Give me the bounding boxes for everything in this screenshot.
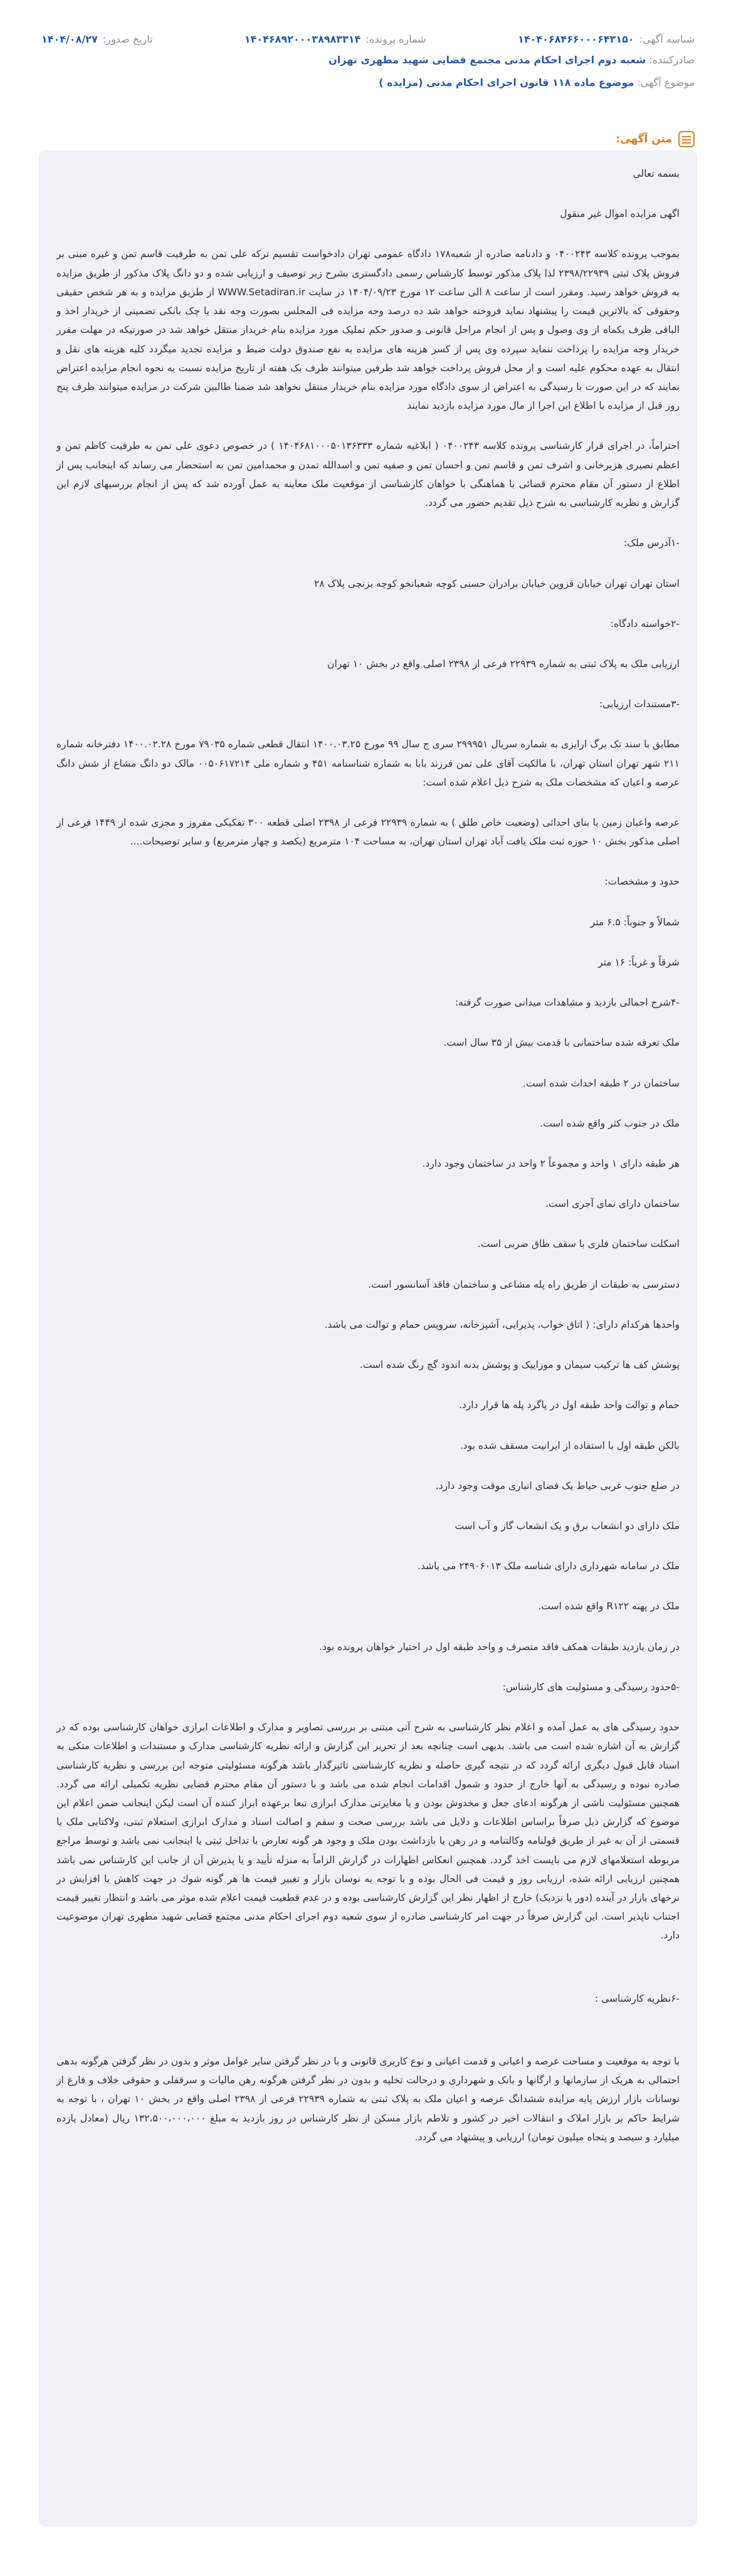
body-paragraph: با توجه به موقعیت و مساحت عرصه و اعیانی و قدمت اعیانی و نوع کاربری قانونی و با در نظر گرفتن سایر عوامل موثر و بدون در نظر گرفتن هرگونه بدهی احتمالی به هریک از سازمانها و ارگانها و بانک و شهرداری و درحالت تخلیه و بدون در نظر گرفتن هرگونه رهن مالیات و سرقفلی و حقوقی خلاف و فارغ از نوسانات بازار ارزش پایه مزایده ششدانگ عرصه و اعیان ملک به پلاک ثبتی به شماره ۲۲۹۳۹ فرعی از ۲۳۹۸ اصلی واقع در بخش ۱۰ تهران ، با توجه به شرایط حاکم بر بازار املاک و انتقالات اخیر در کشور و تلاطم بازار مسکن از نظر کارشناس در روز بازدید به مبلغ ۱۳۲،۵۰۰،۰۰۰،۰۰۰ ریال (معادل یازده میلیارد و سیصد و پنجاه میلیون تومان) ارزیابی و پیشنهاد می گردد. [56,2055,680,2143]
notice-body [39,150,697,2526]
body-paragraph: عرصه واعیان زمین با بنای احداثی (وضعیت خاص طلق ) به شماره ۲۲۹۳۹ فرعی از ۲۳۹۸ اصلی قطعه ۳۰۰ تفکیکی مفروز و مجزی شده از ۱۴۴۹ فرعی از اصلی مذکور بخش ۱۰ حوزه ثبت ملک یافت آباد تهران استان تهران، به مساحت ۱۰۴ مترمربع (یکصد و چهار مترمربع) و سایر توضیحات.... [56,817,680,848]
issuer-value: شعبه دوم اجرای احکام مدنی مجتمع قضایی شهید مطهری تهران [329,54,646,66]
body-heading: -۱آدرس ملک: [624,537,680,549]
body-line: ملک در جنوب کثر واقع شده است. [540,1117,680,1129]
body-line: ملک دارای دو انشعاب برق و یک انشعاب گاز و آب است [455,1520,680,1532]
body-heading: -۵حدود رسیدگی و مسئولیت های کارشناس: [502,1681,680,1693]
body-line: دسترسی به طبقات از طریق راه پله مشاعی و ساختمان فاقد آسانسور است. [368,1278,680,1290]
subject [41,76,695,92]
issuer-label: صادرکننده: [649,54,695,66]
body-title: اگهی مزایده اموال غیر منقول [560,208,680,220]
body-heading: -۲خواسته دادگاه: [610,618,680,629]
tracking-number [244,33,426,45]
issue-date-label: تاریخ صدور: [102,33,153,45]
body-heading: -۳مستندات ارزیابی: [599,698,680,710]
body-paragraph: احتراماً، در اجرای قرار کارشناسی پرونده کلاسه ۰۴۰۰۲۴۳ ( ابلاغیه شماره ۱۴۰۴۶۸۱۰۰۰۵۰۱۳۶۳۳۳ ) در خصوص دعوی علی تمن به طرفیت کاظم تمن و اعظم نصیری هزبرخانی و اشرف تمن و قاسم تمن و احسان تمن و صفیه تمن و اسدالله تمدن و محمدامین تمن به استحضار می رساند که اینجانب پس از اطلاع از دستور آن مقام محترم قضائی با هماهنگی با خواهان کارشناسی از موقعیت ملک معاینه به عمل آورده شد که پس از انجام بررسیهای لازم این گزارش و نظریه کارشناسی به شرح ذیل تقدیم حضور می گردد. [56,440,680,509]
notice-header [0,0,736,129]
body-line: بالکن طبقه اول با استفاده از ایرانیت مسقف شده بود. [460,1439,680,1451]
notice-id [518,33,695,45]
issue-date [41,33,153,45]
notice-id-value: ۱۴۰۴۰۶۸۴۶۶۰۰۰۶۴۳۱۵۰ [518,33,634,45]
body-heading: -۴شرح اجمالی بازدید و مشاهدات میدانی صورت گرفته: [455,997,680,1009]
body-paragraph: حدود رسیدگی های به عمل آمده و اعلام نظر کارشناسی به شرح آتی مبتنی بر بررسی تصاویر و مدارک و اطلاعات ابرازی خواهان کارشناسی بوده که در گزارش به آن اشاره شده است می باشد. بدیهی است چنانچه بعد از تحریر این گزارش و ارائه نظریه کارشناسی مدارک و مستندات و اطلاعات متکی به اسناد قابل قبول دیگری ارائه گردد که در نتیجه گیری حاصله و نظریه کارشناسی تاثیرگذار باشد هرگونه مسئولیتی متوجه این بررسی و نظریه کارشناسی صادره نبوده و رسیدگی به آنها خارج از حدود و شمول اقدامات انجام شده می باشد و با دستور آن مقام محترم قضایی نظریه تکمیلی ارائه می گردد. همچنین مسئولیت ناشی از هرگونه ادعای جعل و مخدوش بودن و یا مغایرتی مدارک ابرازی تبعا برعهده ابراز کننده آن است لیکن اینجانب ضمن اعلام این موضوع که گزارش ذیل صرفاً براساس اطلاعات و دلایل می باشد بررسی صحت و سقم و اصالت اسناد و مدارک ابرازی استعلام ثبتی، ولاکتابی ملک یا قسمتی از آن به غیر از طریق قولنامه وکالتنامه و در رهن یا بازداشت بودن ملک و وجود هر گونه تعارض با تداخل ثبتی یا اینجانب نمی باشد و توسط مراجع مربوطه استعلامهای لازم می بایست اخذ گردد. همچنین انعکاس اظهارات در گزارش الزاماً به منزله تأیید و یا پذیرش آن از جانب این کارشناس نمی باشد همچنین ارزیابی ارائه شده، ارزیابی روز و قیمت فی الحال بوده و با توجه به نوسان بازار و تغییر قیمت ها هر گونه شوك در جهت کاهش یا افزایش در نرخهای بازار در آینده (دور یا نزدیک) خارج از اظهار نظر این گزارش کارشناسی بوده و در عدم قطعیت قیمت اعلام شده موثر می باشد و انتظار تغییر قیمت اجتناب ناپذیر است. این گزارش صرفاً در جهت امر کارشناسی صادره از سوی شعبه دوم اجرای احکام مدنی مجتمع قضایی شهید مطهری تهران موضوعیت دارد. [56,1722,680,1942]
body-line: حمام و توالت واحد طبقه اول در پاگرد پله ها قرار دارد. [458,1399,680,1411]
body-bismillah: بسمه تعالی [633,168,680,179]
body-line: ملک در پهنه R۱۲۲ واقع شده است. [538,1601,680,1612]
notice-text-title: متن آگهی: [616,133,672,145]
subject-value: موضوع ماده ۱۱۸ قانون اجرای احکام مدنی (مزایده ) [379,76,634,88]
body-line: ساختمان در ۲ طبقه احداث شده است. [522,1077,680,1089]
body-line: ارزیابی ملک به پلاک ثبتی به شماره ۲۲۹۳۹ فرعی از ۲۳۹۸ اصلی واقع در بخش ۱۰ تهران [327,658,680,670]
body-line: در زمان بازدید طبقات همکف فاقد متصرف و واحد طبقه اول در اختیار خواهان پرونده بود. [319,1641,680,1653]
tracking-value: ۱۴۰۴۶۸۹۲۰۰۰۳۸۹۸۳۳۱۴ [244,33,361,45]
body-line: حدود و مشخصات: [604,876,680,888]
body-line: شمالاً و جنوباً: ۶.۵ متر [590,916,680,928]
body-line: در ضلع جنوب غربی حیاط یک فضای انباری موقت وجود دارد. [435,1480,680,1491]
document-icon [678,131,695,147]
body-paragraph: مطابق با سند تک برگ ارایزی به شماره سریال ۲۹۹۹۵۱ سری ج سال ۹۹ مورخ ۱۴۰۰.۰۳.۲۵ انتقال قطعی شماره ۷۹۰۳۵ مورخ ۱۴۰۰.۰۲.۲۸ دفترخانه شماره ۲۱۱ شهر تهران استان تهران، با مالکیت آقای علی تمن فرزند بابا به شماره شناسنامه ۴۵۱ و شماره ملی ۰۰۵۰۶۱۷۲۱۴ مالک دو دانگ مشاع از شش دانگ عرصه و اعیان که مشخصات ملک به شرح ذیل اعلام شده است: [56,739,680,788]
body-paragraph: بموجب پرونده کلاسه ۰۴۰۰۲۴۳ و دادنامه صادره از شعبه۱۷۸ دادگاه عمومی تهران دادخواست تقسیم ترکه علی تمن به طرفیت قاسم تمن و غیره مبنی بر فروش پلاک ثبتی ۲۳۹۸/۲۲۹۳۹ لذا پلاک مذکور توسط کارشناس رسمی دادگستری بشرح زیر توصیف و ارزیابی شده و دو دانگ پلاک مذکور از طریق مزایده به فروش خواهد رسید. ومقرر است از ساعت ۸ الی ساعت ۱۲ مورخ ۱۴۰۴/۰۹/۲۳ در سایت WWW.Setadiran.ir از طریق مزایده و به هر شخص حقیقی وحقوقی که بالاترین قیمت را پیشنهاد نماید فروخته خواهد شد ده درصد وجه مزایده فی المجلس بصورت وجه نقد یا چک بانکی تضمینی از خریدار اخذ و الباقی ظرف یکماه از وی وصول و پس از انجام مراحل قانونی و صدور حکم تملیک مورد مزایده بنام خریدار منتقل خواهد شد در صورتیکه در مهلت مقرر خریدار وجه مزایده را پرداخت ننماید سپرده وی پس از کسر هزینه های مزایده به نفع صندوق دولت ضبط و مزایده تجدید میگردد کلیه هزینه های نقل و انتقال به عهده محکوم علیه است و از محل فروش پرداخت خواهد شد طرفین میتوانند ظرف یک هفته از تاریخ مزایده نسبت به نحوه انجام مزایده اعتراض نمایند که در این صورت با رسیدگی به اعتراض از سوی دادگاه مورد مزایده بنام خریدار منتقل نخواهد شد ضمنا طالبین شرکت در مزایده میتوانند ظرف پنج روز قبل از مزایده با اطلاع این اجرا از مال مورد مزایده بازدید نمایند [56,248,680,412]
body-line: پوشش کف ها ترکیب سیمان و موزاییک و پوشش بدنه اندود گچ رنگ شده است. [359,1359,680,1371]
body-line: واحدها هرکدام دارای: ( اتاق خواب، پذیرایی، آشپزخانه، سرویس حمام و توالت می باشد. [324,1318,680,1330]
issuer [41,54,695,69]
issue-date-value: ۱۴۰۴/۰۸/۲۷ [41,33,98,45]
body-line: ساختمان دارای نمای آجری است. [545,1198,680,1210]
body-line: ملک در سامانه شهرداری دارای شناسه ملک ۲۴۹۰۶۰۱۳ می باشد. [418,1560,680,1572]
notice-meta-row [41,31,695,46]
body-line: ملک تعرفه شده ساختمانی با قدمت بیش از ۳۵ سال است. [443,1037,680,1049]
notice-id-label: شناسه آگهی: [639,33,695,45]
body-heading: -۶نظریه کارشناسی : [594,1992,680,2004]
tracking-label: شماره پرونده: [365,33,426,45]
subject-label: موضوع آگهی: [637,76,695,88]
notice-text-heading [0,129,736,150]
body-line: اسکلت ساختمان فلزی با سقف طاق ضربی است. [477,1238,680,1250]
body-line: هر طبقه دارای ۱ واحد و مجموعاً ۲ واحد در ساختمان وجود دارد. [422,1158,680,1169]
body-line: شرقاً و غرباً: ۱۶ متر [598,956,680,968]
body-line: استان تهران تهران خیابان قزوین خیابان برادران حسنی کوچه شعبانخو کوچه بزنجی پلاک ۲۸ [313,577,680,589]
